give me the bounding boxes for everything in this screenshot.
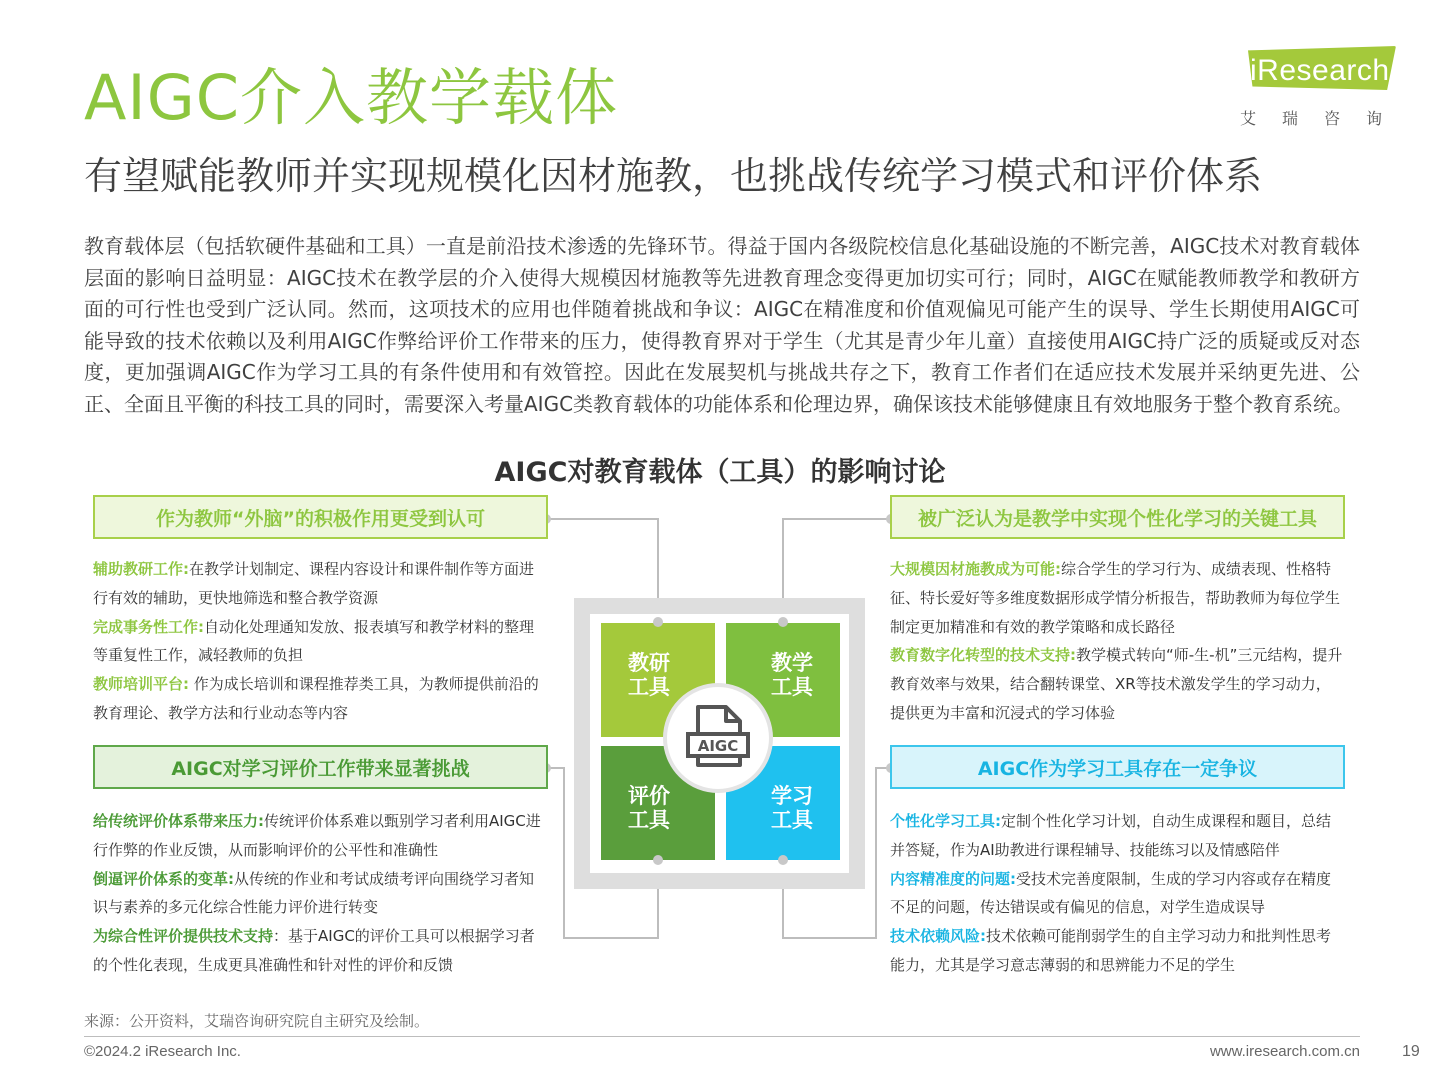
- panel-header-teacher-brain: 作为教师“外脑”的积极作用更受到认可: [93, 495, 548, 539]
- quadrant-dot: [653, 617, 663, 627]
- panel-header-learning-tool-controversy: AIGC作为学习工具存在一定争议: [890, 745, 1345, 789]
- source-note: 来源：公开资料，艾瑞咨询研究院自主研究及绘制。: [84, 1012, 430, 1030]
- page-number: 19: [1402, 1043, 1420, 1060]
- aigc-center-label: AIGC: [697, 737, 739, 755]
- footer-divider: [84, 1036, 1360, 1037]
- quadrant-teaching-tool: 教学工具: [726, 623, 840, 737]
- list-item: 教育数字化转型的技术支持:教学模式转向“师-生-机”三元结构，提升教育效率与效果，结合翻转课堂、XR等技术激发学生的学习动力，提供更为丰富和沉浸式的学习体验: [890, 646, 1343, 722]
- aigc-center-circle: [663, 683, 773, 793]
- website-link[interactable]: www.iresearch.com.cn: [1209, 1043, 1360, 1060]
- quadrant-learning-tool: 学习工具: [726, 746, 840, 860]
- logo-text: iResearch: [1250, 54, 1390, 87]
- quadrant-dot: [778, 855, 788, 865]
- logo-chinese-name: 艾瑞咨询: [1240, 109, 1409, 128]
- page-subtitle: 有望赋能教师并实现规模化因材施教，也挑战传统学习模式和评价体系: [84, 154, 1263, 198]
- intro-paragraph: 教育载体层（包括软硬件基础和工具）一直是前沿技术渗透的先锋环节。得益于国内各级院校信息化基础设施的不断完善，AIGC技术对教育载体层面的影响日益明显：AIGC技术在教学层的介入使得大规模因材施教等先进教育理念变得更加切实可行；同时，AIGC在赋能教师教学和教研方面的可行性也受到广泛认同。然而，这项技术的应用也伴随着挑战和争议：AIGC在精准度和价值观偏见可能产生的误导、学生长期使用AIGC可能导致的技术依赖以及利用AIGC作弊给评价工作带来的压力，使得教育界对于学生（尤其是青少年儿童）直接使用AIGC持广泛的质疑或反对态度，更加强调AIGC作为学习工具的有条件使用和有效管控。因此在发展契机与挑战共存之下，教育工作者们在适应技术发展并采纳更先进、公正、全面且平衡的科技工具的同时，需要深入考量AIGC类教育载体的功能体系和伦理边界，确保该技术能够健康且有效地服务于整个教育系统。: [84, 234, 1360, 416]
- quadrant-dot: [653, 855, 663, 865]
- list-item: 辅助教研工作:在教学计划制定、课程内容设计和课件制作等方面进行有效的辅助，更快地筛选和整合教学资源: [93, 560, 535, 607]
- page-title: AIGC介入教学载体: [84, 61, 619, 134]
- list-item: 个性化学习工具:定制个性化学习计划，自动生成课程和题目，总结并答疑，作为AI助教进行课程辅导、技能练习以及情感陪伴: [890, 812, 1332, 859]
- list-item: 教师培训平台: 作为成长培训和课程推荐类工具，为教师提供前沿的教育理论、教学方法和行业动态等内容: [93, 675, 539, 722]
- list-item: 内容精准度的问题:受技术完善度限制，生成的学习内容或存在精度不足的问题，传达错误或有偏见的信息，对学生造成误导: [890, 869, 1332, 917]
- copyright: ©2024.2 iResearch Inc.: [84, 1043, 241, 1060]
- quadrant-evaluation-tool: 评价工具: [601, 746, 715, 860]
- panel-header-personalized-learning: 被广泛认为是教学中实现个性化学习的关键工具: [890, 495, 1345, 539]
- quadrant-research-tool: 教研工具: [601, 623, 715, 737]
- list-item: 倒逼评价体系的变革:从传统的作业和考试成绩考评向围绕学习者知识与素养的多元化综合性能力评价进行转变: [93, 869, 535, 917]
- list-item: 大规模因材施教成为可能:综合学生的学习行为、成绩表现、性格特征、特长爱好等多维度数据形成学情分析报告，帮助教师为每位学生制定更加精准和有效的教学策略和成长路径: [890, 560, 1341, 636]
- list-item: 为综合性评价提供技术支持：基于AIGC的评价工具可以根据学习者的个性化表现，生成更具准确性和针对性的评价和反馈: [93, 927, 535, 974]
- diagram-title: AIGC对教育载体（工具）的影响讨论: [494, 457, 946, 488]
- list-item: 给传统评价体系带来压力:传统评价体系难以甄别学习者利用AIGC进行作弊的作业反馈，从而影响评价的公平性和准确性: [93, 812, 541, 859]
- quadrant-dot: [778, 617, 788, 627]
- list-item: 完成事务性工作:自动化处理通知发放、报表填写和教学材料的整理等重复性工作，减轻教师的负担: [93, 617, 535, 665]
- panel-header-evaluation-challenge: AIGC对学习评价工作带来显著挑战: [93, 745, 548, 789]
- list-item: 技术依赖风险:技术依赖可能削弱学生的自主学习动力和批判性思考能力，尤其是学习意志薄弱的和思辨能力不足的学生: [890, 927, 1332, 974]
